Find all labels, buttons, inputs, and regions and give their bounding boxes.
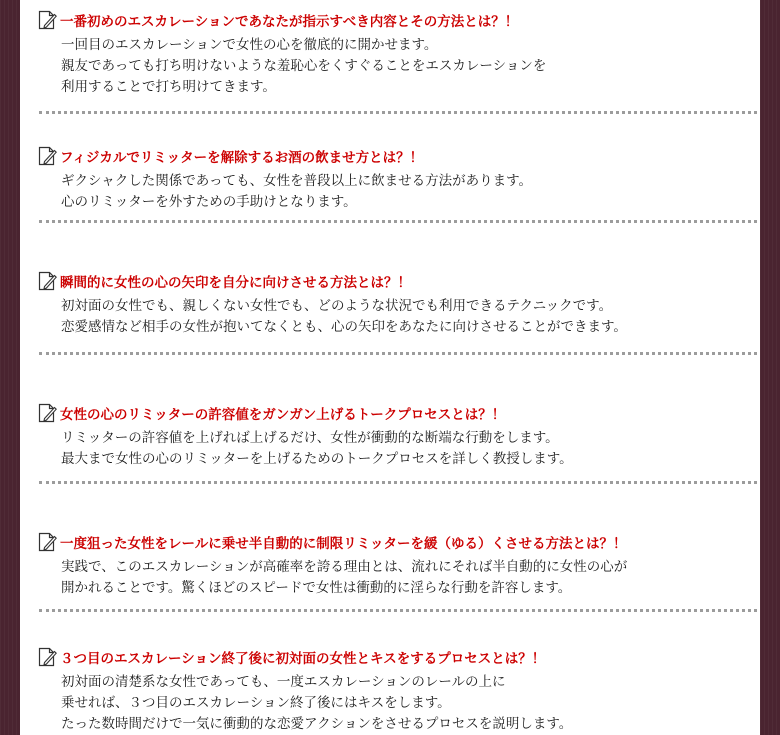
body-line: ギクシャクした関係であっても、女性を普段以上に飲ませる方法があります。 <box>61 173 533 189</box>
body-line: たった数時間だけで一気に衝動的な恋愛アクションをさせるプロセスを説明します。 <box>61 716 573 732</box>
section-heading <box>37 145 423 167</box>
body-line: 最大まで女性の心のリミッターを上げるためのトークプロセスを詳しく教授します。 <box>61 451 573 467</box>
section-title: 瞬間的に女性の心の矢印を自分に向けさせる方法とは？！ <box>60 275 411 291</box>
section-heading <box>37 531 626 553</box>
body-line: 恋愛感情など相手の女性が抱いてなくとも、心の矢印をあなたに向けさせることができます。 <box>61 319 627 335</box>
section-heading <box>37 270 411 292</box>
body-line: リミッターの許容値を上げれば上げるだけ、女性が衝動的な断端な行動をします。 <box>61 430 559 446</box>
dotted-divider <box>39 352 757 355</box>
memo-pencil-icon <box>37 403 57 423</box>
section-heading <box>37 646 545 668</box>
memo-pencil-icon <box>37 532 57 552</box>
dotted-divider <box>39 481 757 484</box>
body-line: 開かれることです。驚くほどのスピードで女性は衝動的に淫らな行動を許容します。 <box>61 580 572 596</box>
section-body <box>61 557 627 599</box>
dotted-divider <box>39 609 757 612</box>
content-panel <box>20 0 760 735</box>
memo-pencil-icon <box>37 647 57 667</box>
section-title: 一番初めのエスカレーションであなたが指示すべき内容とその方法とは？！ <box>60 14 519 30</box>
body-line: 心のリミッターを外すための手助けとなります。 <box>61 194 357 210</box>
body-line: 一回目のエスカレーションで女性の心を徹底的に開かせます。 <box>61 37 438 53</box>
section-body <box>61 35 546 98</box>
section-title: フィジカルでリミッターを解除するお酒の飲ませ方とは？！ <box>60 150 424 166</box>
body-line: 親友であっても打ち明けないような羞恥心をくすぐることをエスカレーションを <box>61 58 547 74</box>
section-title: 女性の心のリミッターの許容値をガンガン上げるトークプロセスとは？！ <box>60 407 506 423</box>
section-heading <box>37 402 505 424</box>
section-title: 一度狙った女性をレールに乗せ半自動的に制限リミッターを緩（ゆる）くさせる方法とは？！ <box>60 536 627 552</box>
section-body <box>61 428 573 470</box>
section-body <box>61 672 572 735</box>
section-body <box>61 296 627 338</box>
section-body <box>61 171 532 213</box>
section-title: ３つ目のエスカレーション終了後に初対面の女性とキスをするプロセスとは？！ <box>60 651 546 667</box>
memo-pencil-icon <box>37 10 57 30</box>
memo-pencil-icon <box>37 146 57 166</box>
body-line: 初対面の清楚系な女性であっても、一度エスカレーションのレールの上に <box>61 674 506 690</box>
section-heading <box>37 9 518 31</box>
body-line: 乗せれば、３つ目のエスカレーション終了後にはキスをします。 <box>61 695 451 711</box>
body-line: 実践で、このエスカレーションが高確率を誇る理由とは、流れにそれば半自動的に女性の心が <box>61 559 628 575</box>
dotted-divider <box>39 220 757 223</box>
body-line: 利用することで打ち明けてきます。 <box>61 79 276 95</box>
dotted-divider <box>39 111 757 114</box>
body-line: 初対面の女性でも、親しくない女性でも、どのような状況でも利用できるテクニックです。 <box>61 298 613 314</box>
memo-pencil-icon <box>37 271 57 291</box>
